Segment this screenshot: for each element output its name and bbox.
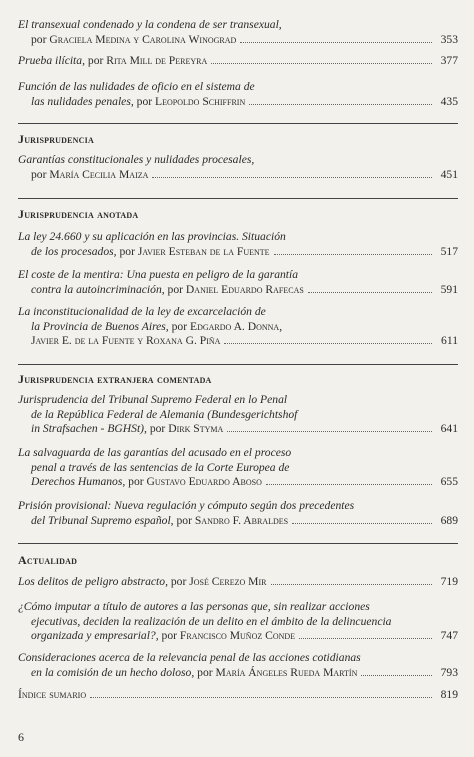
entry-title-cont: en la comisión de un hecho doloso,: [31, 665, 195, 679]
entry-page: 641: [440, 422, 458, 435]
entry-author-prefix: por: [197, 665, 213, 679]
entry-author: Sandro F. Abraldes: [194, 513, 289, 527]
leader-dots: [249, 104, 432, 105]
leader-dots: [292, 523, 432, 524]
entry-page: 689: [440, 513, 458, 527]
toc-entry: [18, 499, 458, 528]
section-heading: Jurisprudencia extranjera comentada: [18, 372, 212, 386]
toc-entry: [18, 651, 458, 680]
leader-dots: [361, 675, 432, 676]
entry-author: Francisco Muñoz Conde: [179, 629, 296, 642]
section-heading: Jurisprudencia anotada: [18, 207, 139, 221]
entry-title-cont: la Provincia de Buenos Aires,: [31, 319, 169, 333]
leader-dots: [274, 254, 432, 255]
entry-title: El transexual condenado y la condena de ser transexual,: [18, 18, 282, 31]
entry-title-cont: de los procesados,: [31, 244, 117, 258]
entry-page: 611: [441, 334, 458, 347]
entry-page: 451: [440, 167, 458, 181]
toc-entry: [18, 446, 458, 490]
entry-title: ejecutivas, deciden la realización de un delito en el ámbito de la delincuencia: [31, 614, 392, 628]
entry-author: Índice sumario: [18, 688, 87, 701]
entry-author: Daniel Eduardo Rafecas: [185, 282, 304, 296]
leader-dots: [271, 584, 433, 585]
entry-title-cont: del Tribunal Supremo español,: [31, 513, 174, 527]
toc-entry: [18, 393, 458, 437]
leader-dots: [211, 63, 432, 64]
entry-title: La ley 24.660 y su aplicación en las provincias. Situación: [18, 230, 286, 243]
entry-author-prefix: por: [31, 167, 47, 181]
entry-title: ¿Cómo imputar a título de autores a las personas que, sin realizar acciones: [18, 600, 370, 613]
toc-entry: [18, 54, 458, 69]
entry-title: Prueba ilícita,: [18, 54, 85, 67]
entry-title: La salvaguarda de las garantías del acusado en el proceso: [18, 446, 292, 459]
leader-dots: [90, 697, 432, 698]
entry-title: El coste de la mentira: Una puesta en peligro de la garantía: [18, 268, 299, 281]
leader-dots: [240, 42, 432, 43]
entry-author: Leopoldo Schiffrin: [155, 94, 246, 108]
entry-author: Edgardo A. Donna,: [190, 319, 283, 333]
entry-page: 591: [440, 282, 458, 296]
leader-dots: [266, 484, 432, 485]
entry-author: María Cecilia Maiza: [49, 167, 149, 181]
entry-title: de la República Federal de Alemania (Bundesgerichtshof: [31, 407, 298, 421]
entry-title: Consideraciones acerca de la relevancia penal de las acciones cotidianas: [18, 651, 361, 664]
entry-author-prefix: por: [128, 475, 144, 488]
entry-title: Garantías constitucionales y nulidades procesales,: [18, 153, 255, 166]
entry-title: Prisión provisional: Nueva regulación y cómputo según dos precedentes: [18, 499, 355, 512]
section-heading: Actualidad: [18, 553, 78, 567]
entry-author-prefix: por: [167, 282, 184, 296]
entry-title: Jurisprudencia del Tribunal Supremo Federal en lo Penal: [18, 393, 288, 406]
leader-dots: [299, 638, 432, 639]
page-number: 6: [18, 730, 24, 744]
entry-author-prefix: por: [161, 629, 178, 642]
entry-page: 377: [440, 54, 458, 67]
entry-author: Dirk Styma: [168, 422, 224, 435]
entry-author-cont: Javier E. de la Fuente y Roxana G. Piña: [31, 334, 221, 347]
section-divider: [18, 198, 458, 199]
entry-author: José Cerezo Mir: [189, 575, 267, 588]
toc-entry: [18, 18, 458, 47]
entry-author: Rita Mill de Pereyra: [106, 54, 208, 67]
entry-page: 517: [440, 244, 458, 258]
entry-title-cont: organizada y empresarial?,: [31, 629, 159, 642]
entry-page: 353: [440, 32, 458, 46]
entry-title: Los delitos de peligro abstracto,: [18, 575, 168, 588]
entry-page: 793: [440, 665, 458, 679]
entry-title: Función de las nulidades de oficio en el sistema de: [18, 80, 255, 93]
toc-entry: [18, 80, 458, 109]
entry-author-prefix: por: [87, 54, 104, 67]
leader-dots: [224, 343, 432, 344]
toc-entry: [18, 575, 458, 590]
section-divider: [18, 123, 458, 124]
entry-author-prefix: por: [136, 94, 153, 108]
entry-page: 719: [440, 575, 458, 588]
entry-page: 435: [440, 94, 458, 108]
entry-title-cont: Derechos Humanos,: [31, 475, 126, 488]
entry-title-cont: las nulidades penales,: [31, 94, 134, 108]
section-heading: Jurisprudencia: [18, 132, 94, 146]
entry-author: Gustavo Eduardo Aboso: [146, 475, 262, 488]
section-divider: [18, 364, 458, 365]
entry-page: 747: [440, 629, 458, 642]
leader-dots: [152, 177, 432, 178]
toc-entry: [18, 600, 458, 644]
entry-author-prefix: por: [176, 513, 192, 527]
entry-author: María Ángeles Rueda Martín: [215, 665, 358, 679]
entry-author-prefix: por: [149, 422, 166, 435]
toc-entry: [18, 230, 458, 259]
leader-dots: [308, 292, 432, 293]
entry-title: La inconstitucionalidad de la ley de excarcelación de: [18, 305, 266, 318]
entry-title: penal a través de las sentencias de la Corte Europea de: [31, 460, 290, 474]
toc-entry: [18, 305, 458, 349]
entry-page: 655: [440, 475, 458, 488]
entry-author-prefix: por: [119, 244, 135, 258]
entry-author-prefix: por: [31, 32, 47, 46]
entry-title-cont: in Strafsachen - BGHSt),: [31, 422, 147, 435]
entry-author: Graciela Medina y Carolina Winograd: [49, 32, 237, 46]
leader-dots: [227, 431, 432, 432]
toc-entry: [18, 268, 458, 297]
entry-author: Javier Esteban de la Fuente: [137, 244, 270, 258]
section-divider: [18, 543, 458, 544]
entry-author-prefix: por: [171, 319, 188, 333]
entry-page: 819: [440, 688, 458, 701]
toc-entry: [18, 153, 458, 182]
entry-author-prefix: por: [170, 575, 187, 588]
entry-title-cont: contra la autoincriminación,: [31, 282, 165, 296]
toc-entry: [18, 688, 458, 703]
